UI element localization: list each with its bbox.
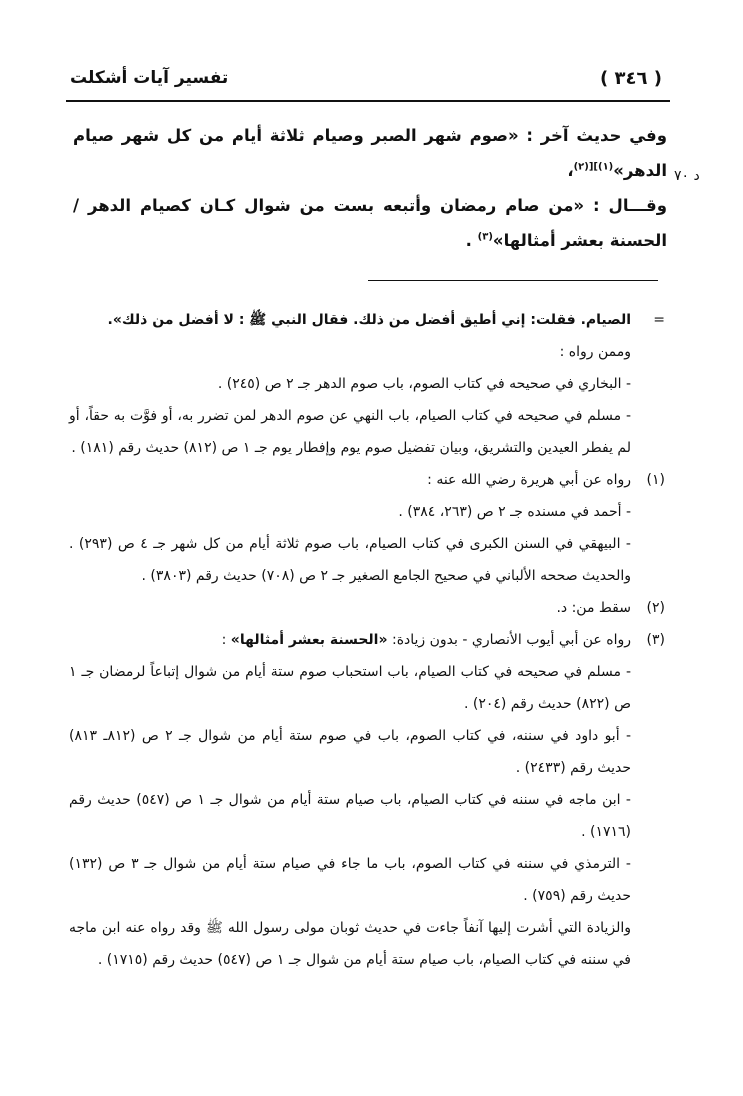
page-header — [66, 66, 670, 98]
quoted-addition: «الحسنة بعشر أمثالها» — [230, 632, 388, 648]
footnote-number: (٢) — [646, 600, 665, 616]
hadith-text-2: وقـــال : «من صام رمضان وأتبعه بست من شوال كـان كصيام الدهر / الحسنة بعشر أمثالها» — [73, 196, 667, 250]
footnote-2 — [69, 592, 665, 624]
continuation-marker: = — [653, 312, 665, 328]
footnote-line: رواه عن أبي هريرة رضي الله عنه : — [427, 472, 631, 488]
footnote-1 — [69, 464, 665, 592]
footnote-line: وممن رواه : — [559, 344, 631, 360]
footnote-continuation — [69, 304, 665, 464]
main-paragraph-2: وقـــال : «من صام رمضان وأتبعه بست من شوال كـان كصيام الدهر / الحسنة بعشر أمثالها»$^{(٣)}$ . — [73, 196, 667, 250]
footnote-line: - البيهقي في السنن الكبرى في كتاب الصيام، باب صوم ثلاثة أيام من كل شهر جـ ٤ ص (٢٩٣) . والحديث صححه الألباني في صحيح الجامع الصغير جـ ٢ ص (٧٠٨) حديث رقم (٣٨٠٣) . — [69, 536, 631, 584]
main-paragraph-1: وفي حديث آخر : «صوم شهر الصبر وصيام ثلاثة أيام من كل شهر صيام الدهر»$^{(١)][(٢)}$، — [73, 126, 667, 180]
footnote-number: (٣) — [646, 632, 665, 648]
main-text — [73, 118, 667, 258]
footnote-number: (١) — [646, 472, 665, 488]
footnote-3 — [69, 624, 665, 976]
book-title: تفسير آيات أشكلت — [70, 68, 229, 88]
footnote-line: الصيام. فقلت: إني أطيق أفضل من ذلك. فقال النبي ﷺ : لا أفضل من ذلك». — [107, 312, 631, 328]
footnotes — [69, 304, 665, 976]
page-number: ( ٣٤٦ ) — [600, 68, 662, 89]
footnote-line: - أبو داود في سننه، في كتاب الصوم، باب في صوم ستة أيام من شوال جـ ٢ ص (٨١٢ـ ٨١٣) حديث رقم (٢٤٣٣) . — [69, 728, 631, 776]
header-rule — [66, 100, 670, 102]
footnote-separator — [368, 280, 658, 281]
footnote-line: - البخاري في صحيحه في كتاب الصوم، باب صوم الدهر جـ ٢ ص (٢٤٥) . — [217, 376, 631, 392]
manuscript-margin-ref: د ٧٠ — [674, 168, 700, 184]
footnote-line: والزيادة التي أشرت إليها آنفاً جاءت في حديث ثوبان مولى رسول الله ﷺ وقد رواه عنه ابن ماجه في سننه في كتاب الصيام، باب صيام ستة أيام من شوال جـ ١ ص (٥٤٧) حديث رقم (١٧١٥) . — [69, 920, 631, 968]
footnote-ref-1-2: (١)][(٢) — [573, 161, 614, 173]
footnote-line: - ابن ماجه في سننه في كتاب الصيام، باب صيام ستة أيام من شوال جـ ١ ص (٥٤٧) حديث رقم (١٧١٦) . — [69, 792, 631, 840]
footnote-line: - مسلم في صحيحه في كتاب الصيام، باب استحباب صوم ستة أيام من شوال إتباعاً لرمضان جـ ١ ص (٨٢٢) حديث رقم (٢٠٤) . — [69, 664, 631, 712]
footnote-line: رواه عن أبي أيوب الأنصاري - بدون زيادة: «الحسنة بعشر أمثالها» : — [221, 632, 631, 648]
footnote-line: سقط من: د. — [556, 600, 631, 616]
footnote-line: - مسلم في صحيحه في كتاب الصيام، باب النهي عن صوم الدهر لمن تضرر به، أو فوَّت به حقاً، أو لم يفطر العيدين والتشريق، وبيان تفضيل صوم يوم وإفطار يوم جـ ١ ص (٨١٢) حديث رقم (١٨١) . — [69, 408, 631, 456]
hadith-text-1: وفي حديث آخر : «صوم شهر الصبر وصيام ثلاثة أيام من كل شهر صيام الدهر» — [73, 126, 667, 180]
footnote-line: - أحمد في مسنده جـ ٢ ص (٢٦٣، ٣٨٤) . — [398, 504, 631, 520]
footnote-line: - الترمذي في سننه في كتاب الصوم، باب ما جاء في صيام ستة أيام من شوال جـ ٣ ص (١٣٢) حديث رقم (٧٥٩) . — [69, 856, 631, 904]
footnote-ref-3: (٣) — [477, 231, 493, 243]
